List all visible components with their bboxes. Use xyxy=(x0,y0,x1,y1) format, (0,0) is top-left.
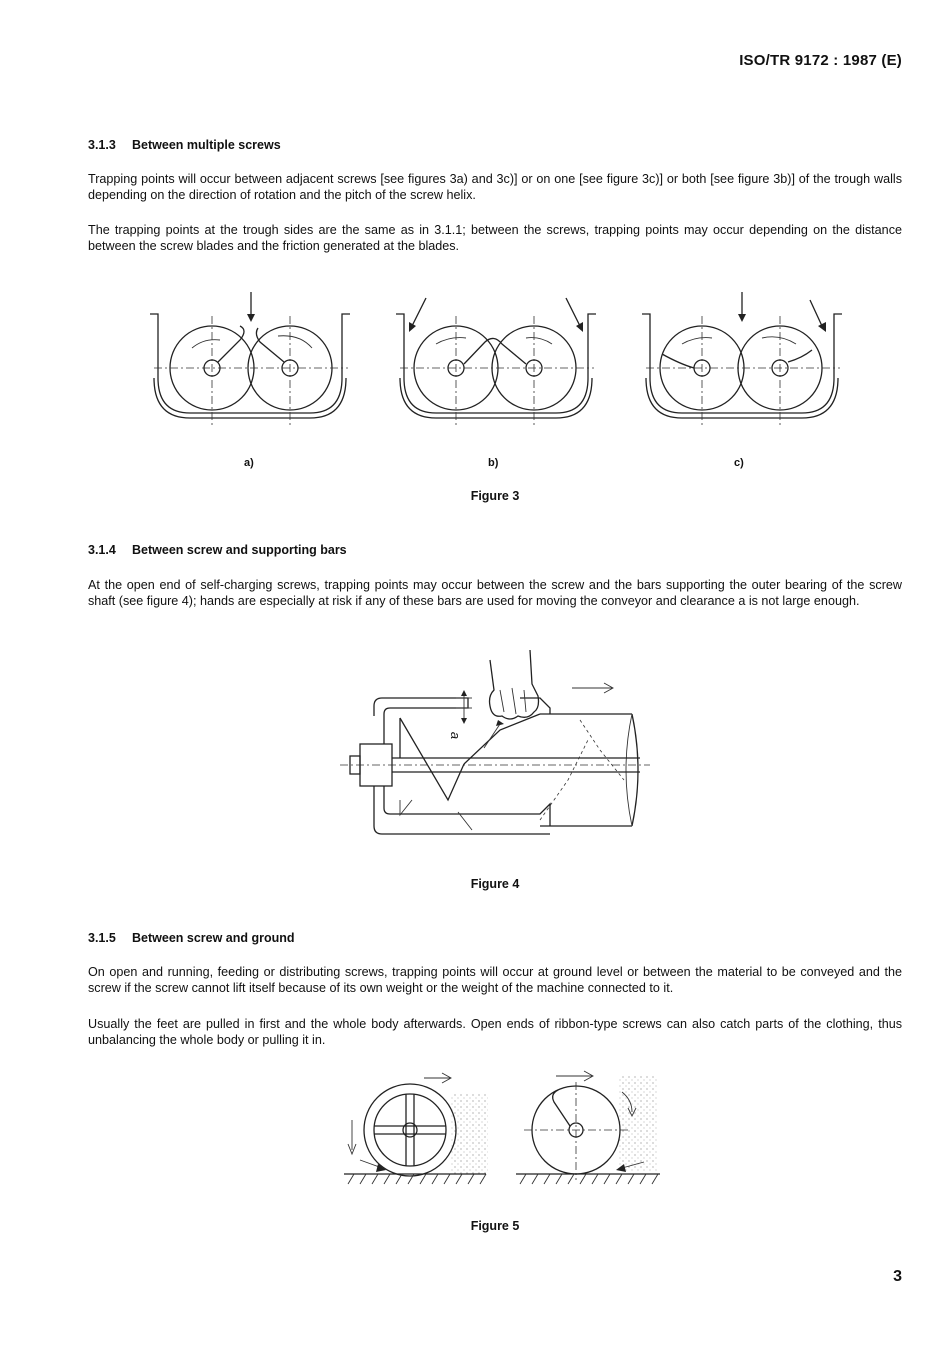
section-heading-3-1-4 xyxy=(88,543,347,557)
figure-4-caption: Figure 4 xyxy=(470,877,520,891)
paragraph: Usually the feet are pulled in first and the whole body afterwards. Open ends of ribbon-type screws can also catch parts of the clothing, thus unbalancing the whole body or pulling it in. xyxy=(88,1017,902,1047)
figure-3b-twin-screw xyxy=(396,298,596,428)
section-title: Between screw and ground xyxy=(132,931,295,945)
section-number: 3.1.4 xyxy=(88,543,116,557)
figure-5-caption: Figure 5 xyxy=(470,1219,520,1233)
paragraph: At the open end of self-charging screws, trapping points may occur between the screw and the bars supporting the outer bearing of the screw shaft (see figure 4); hands are especially at risk if any of these bars are used for moving the conveyor and clearance a is not large enough. xyxy=(88,578,902,608)
paragraph: Trapping points will occur between adjacent screws [see figures 3a) and 3c)] or on one [see figure 3c)] or both [see figure 3b)] of the trough walls depending on the direction of rotation and the pitch of the screw helix. xyxy=(88,172,902,202)
figure-4-drawing xyxy=(340,640,660,840)
section-heading-3-1-3 xyxy=(88,138,281,152)
document-id: ISO/TR 9172 : 1987 (E) xyxy=(739,52,902,69)
figure-3c-label: c) xyxy=(734,457,744,469)
clearance-label: a xyxy=(448,731,464,740)
figure-3b-label: b) xyxy=(488,457,499,469)
page-number: 3 xyxy=(893,1268,902,1285)
figure-5-open-screw xyxy=(516,1071,660,1184)
section-number: 3.1.3 xyxy=(88,138,116,152)
section-title: Between screw and supporting bars xyxy=(132,543,347,557)
section-number: 3.1.5 xyxy=(88,931,116,945)
figure-3-drawing xyxy=(140,288,860,438)
figure-3c-twin-screw xyxy=(642,292,842,428)
figure-3-caption: Figure 3 xyxy=(470,489,520,503)
figure-5-ribbon-screw xyxy=(344,1073,488,1184)
paragraph: On open and running, feeding or distributing screws, trapping points will occur at ground level or between the material to be conveyed and the screw if the screw cannot lift itself because of its own weight or the weight of the machine connected to it. xyxy=(88,965,902,995)
figure-5-drawing xyxy=(340,1064,670,1194)
section-title: Between multiple screws xyxy=(132,138,281,152)
section-heading-3-1-5 xyxy=(88,931,295,945)
paragraph: The trapping points at the trough sides are the same as in 3.1.1; between the screws, trapping points may occur depending on the distance between the screw blades and the friction generated at the blades. xyxy=(88,223,902,253)
figure-3a-twin-screw xyxy=(150,292,350,428)
figure-3a-label: a) xyxy=(244,457,254,469)
